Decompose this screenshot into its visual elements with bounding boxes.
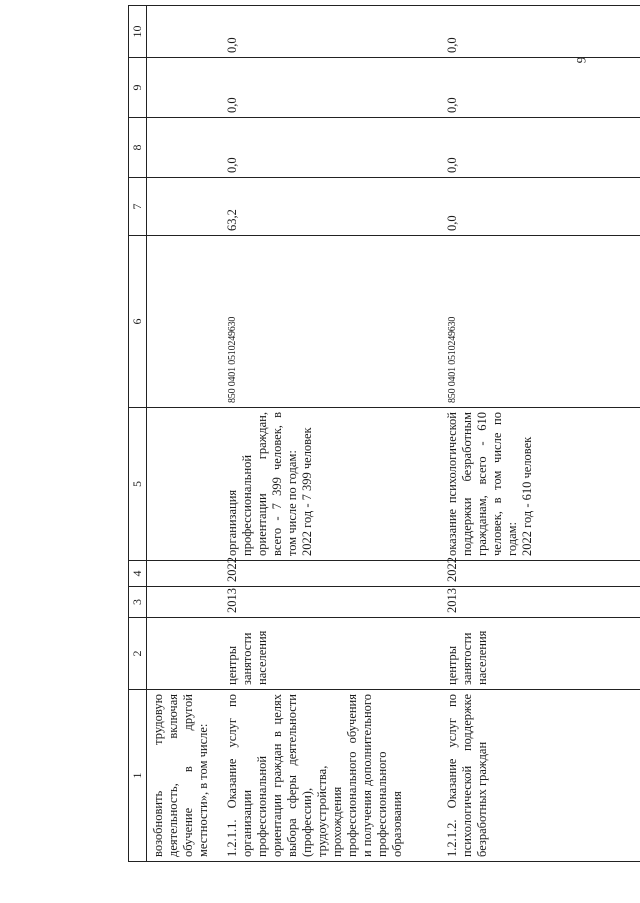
value-col7: 0,0 — [437, 178, 640, 236]
budget-code: 850 0401 0510249630 — [219, 236, 437, 408]
expected-result-line: 2022 год - 610 человек — [520, 436, 534, 556]
activity-name: 1.2.1.2. Оказание услуг по психологической поддержке безработных граждан — [437, 690, 640, 862]
column-header: 9 — [129, 58, 147, 118]
value-col7: 63,2 — [219, 178, 437, 236]
value-col8: 0,0 — [219, 118, 437, 178]
column-header: 5 — [129, 408, 147, 561]
column-header: 3 — [129, 587, 147, 618]
program-activities-table — [128, 5, 640, 862]
page-number: 9 — [573, 56, 589, 64]
value-col9: 0,0 — [437, 58, 640, 118]
column-header: 10 — [129, 6, 147, 58]
header-row — [129, 6, 147, 862]
continuation-description: возобновить трудовую деятельность, включая обучение в другой местности», в том числе: — [147, 690, 220, 862]
budget-code: 850 0401 0510249630 — [437, 236, 640, 408]
start-year: 2013 — [437, 587, 640, 618]
table-row — [219, 6, 437, 862]
table-row-continuation — [147, 6, 220, 862]
table-row — [437, 6, 640, 862]
expected-result-line: оказание психологической поддержки безработным гражданам, всего - 610 человек, в том числе по годам: — [445, 412, 519, 556]
value-col8: 0,0 — [437, 118, 640, 178]
activity-name: 1.2.1.1. Оказание услуг по организации профессиональной ориентации граждан в целях выбора сферы деятельности (профессии), трудоустройства, прохождения профессионального обучения и получения дополнительного профессионального образования — [219, 690, 437, 862]
column-header: 1 — [129, 690, 147, 862]
end-year: 2022 — [219, 561, 437, 587]
column-header: 8 — [129, 118, 147, 178]
value-col10: 0,0 — [437, 6, 640, 58]
executor: центры занятости населения — [219, 618, 437, 690]
value-col9: 0,0 — [219, 58, 437, 118]
expected-result-line: 2022 год - 7 399 человек — [300, 427, 314, 556]
executor: центры занятости населения — [437, 618, 640, 690]
start-year: 2013 — [219, 587, 437, 618]
column-header: 2 — [129, 618, 147, 690]
end-year: 2022 — [437, 561, 640, 587]
expected-result-line: организация профессиональной ориентации граждан, всего - 7 399 человек, в том числе по годам: — [225, 412, 299, 556]
expected-result — [437, 408, 640, 561]
column-header: 6 — [129, 236, 147, 408]
expected-result — [219, 408, 437, 561]
column-header: 7 — [129, 178, 147, 236]
value-col10: 0,0 — [219, 6, 437, 58]
rotated-table-sheet — [128, 25, 640, 862]
column-header: 4 — [129, 561, 147, 587]
